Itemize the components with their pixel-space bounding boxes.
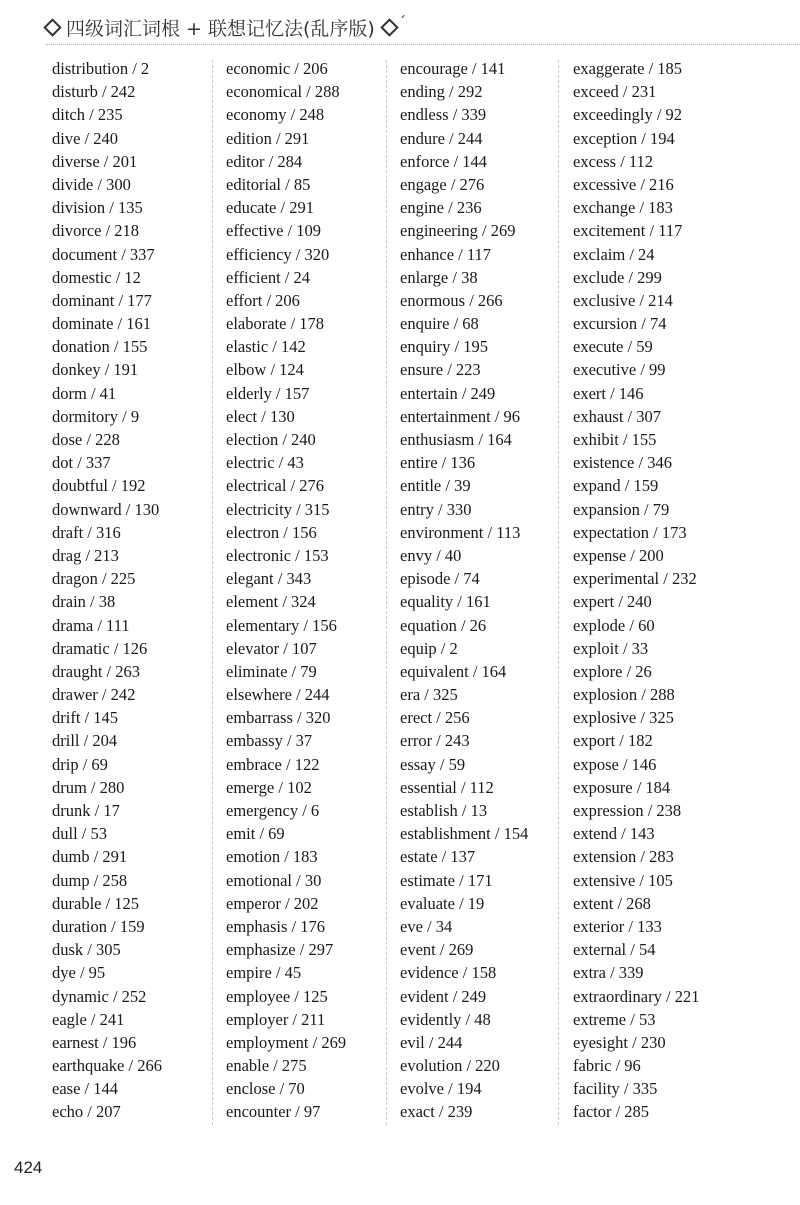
word-entry: evidence / 158: [400, 963, 497, 983]
word-entry: exert / 146: [573, 383, 644, 403]
word-column-1: [52, 57, 162, 1124]
word-entry: exceedingly / 92: [573, 105, 683, 125]
word-entry: expectation / 173: [573, 522, 687, 542]
word-column-3: [400, 57, 528, 1124]
word-entry: encourage / 141: [400, 59, 506, 78]
word-entry: evil / 244: [400, 1032, 463, 1052]
word-entry: eve / 34: [400, 916, 453, 936]
word-entry: extraordinary / 221: [573, 986, 700, 1006]
word-entry: elderly / 157: [226, 383, 310, 403]
word-entry: divide / 300: [52, 174, 131, 194]
word-entry: document / 337: [52, 244, 155, 264]
word-entry: drain / 38: [52, 592, 116, 612]
word-entry: embassy / 37: [226, 731, 313, 751]
word-entry: drag / 213: [52, 545, 119, 565]
word-column-4: [573, 57, 699, 1124]
header-tick: ´: [398, 15, 406, 31]
word-entry: drift / 145: [52, 708, 118, 728]
word-entry: evolve / 194: [400, 1079, 482, 1099]
word-entry: drill / 204: [52, 731, 118, 751]
word-entry: enthusiasm / 164: [400, 430, 512, 449]
word-entry: elsewhere / 244: [226, 685, 330, 705]
word-entry: enormous / 266: [400, 290, 503, 310]
word-entry: erect / 256: [400, 708, 470, 728]
word-entry: exceed / 231: [573, 82, 657, 102]
word-entry: dumb / 291: [52, 847, 128, 867]
word-entry: entertainment / 96: [400, 406, 521, 426]
word-entry: expert / 240: [573, 592, 652, 612]
word-entry: extra / 339: [573, 963, 644, 983]
word-entry: endure / 244: [400, 128, 483, 148]
word-entry: event / 269: [400, 940, 474, 960]
word-entry: entry / 330: [400, 499, 472, 519]
word-entry: drip / 69: [52, 754, 108, 774]
word-entry: environment / 113: [400, 522, 521, 542]
word-entry: element / 324: [226, 592, 316, 612]
word-entry: editor / 284: [226, 151, 303, 171]
column-divider: [386, 60, 387, 1125]
word-entry: disturb / 242: [52, 82, 136, 102]
word-entry: expand / 159: [573, 476, 659, 496]
word-entry: elegant / 343: [226, 569, 312, 589]
word-entry: dominate / 161: [52, 314, 151, 334]
word-entry: eagle / 241: [52, 1009, 125, 1029]
word-entry: dramatic / 126: [52, 638, 148, 658]
word-entry: evident / 249: [400, 986, 487, 1006]
word-entry: execute / 59: [573, 337, 653, 357]
word-entry: economy / 248: [226, 105, 325, 125]
word-entry: excursion / 74: [573, 314, 667, 334]
word-entry: electric / 43: [226, 453, 304, 473]
word-entry: employment / 269: [226, 1032, 347, 1052]
word-entry: evaluate / 19: [400, 893, 485, 913]
word-entry: diverse / 201: [52, 151, 138, 171]
word-entry: equation / 26: [400, 615, 487, 635]
word-entry: explode / 60: [573, 615, 655, 635]
word-entry: extent / 268: [573, 893, 651, 913]
word-entry: explosion / 288: [573, 685, 675, 705]
word-entry: dragon / 225: [52, 569, 136, 589]
diamond-icon: [383, 21, 395, 33]
word-entry: doubtful / 192: [52, 476, 146, 496]
word-entry: excessive / 216: [573, 174, 674, 194]
column-divider: [558, 60, 559, 1125]
word-entry: employer / 211: [226, 1009, 326, 1029]
word-entry: dye / 95: [52, 963, 106, 983]
word-entry: exhaust / 307: [573, 406, 661, 426]
word-entry: entertain / 249: [400, 383, 496, 403]
word-column-2: [226, 57, 346, 1124]
word-entry: external / 54: [573, 940, 656, 960]
word-entry: essay / 59: [400, 754, 466, 774]
word-entry: educate / 291: [226, 198, 314, 218]
word-entry: dormitory / 9: [52, 406, 140, 426]
word-entry: emotional / 30: [226, 870, 322, 890]
word-entry: evolution / 220: [400, 1056, 500, 1076]
word-entry: embrace / 122: [226, 754, 320, 774]
word-entry: export / 182: [573, 731, 653, 751]
word-entry: dull / 53: [52, 824, 108, 844]
word-entry: establish / 13: [400, 801, 488, 820]
word-entry: extreme / 53: [573, 1009, 656, 1029]
word-entry: entitle / 39: [400, 476, 471, 496]
column-divider: [212, 60, 213, 1125]
word-entry: error / 243: [400, 731, 470, 751]
word-entry: drawer / 242: [52, 685, 136, 705]
word-entry: estate / 137: [400, 847, 476, 867]
word-entry: encounter / 97: [226, 1102, 321, 1122]
word-entry: elect / 130: [226, 406, 295, 426]
word-entry: divorce / 218: [52, 221, 140, 241]
word-entry: exterior / 133: [573, 916, 662, 936]
word-entry: empire / 45: [226, 963, 302, 983]
word-entry: ensure / 223: [400, 360, 481, 380]
word-entry: dive / 240: [52, 128, 118, 148]
word-entry: expense / 200: [573, 545, 664, 565]
word-entry: ditch / 235: [52, 105, 123, 125]
word-entry: exact / 239: [400, 1102, 473, 1122]
word-entry: experimental / 232: [573, 569, 697, 589]
word-entry: efficient / 24: [226, 267, 310, 287]
word-entry: electrical / 276: [226, 476, 325, 496]
page-number: 424: [14, 1158, 43, 1177]
word-entry: enclose / 70: [226, 1079, 305, 1099]
word-entry: exposure / 184: [573, 777, 671, 797]
word-entry: executive / 99: [573, 360, 666, 380]
word-entry: emit / 69: [226, 824, 285, 844]
word-entry: engineering / 269: [400, 221, 516, 241]
word-entry: expression / 238: [573, 801, 682, 820]
word-entry: exploit / 33: [573, 638, 649, 658]
word-entry: expansion / 79: [573, 499, 670, 519]
word-entry: equality / 161: [400, 592, 491, 612]
word-entry: estimate / 171: [400, 870, 493, 890]
word-entry: drama / 111: [52, 615, 130, 635]
word-entry: endless / 339: [400, 105, 487, 125]
word-entry: expose / 146: [573, 754, 657, 774]
word-entry: equip / 2: [400, 638, 458, 658]
header-title: 四级词汇词根 + 联想记忆法(乱序版): [66, 17, 375, 40]
word-entry: distribution / 2: [52, 59, 150, 78]
word-entry: electricity / 315: [226, 499, 330, 519]
word-entry: employee / 125: [226, 986, 328, 1006]
word-entry: efficiency / 320: [226, 244, 330, 264]
word-entry: envy / 40: [400, 545, 462, 565]
word-entry: emphasize / 297: [226, 940, 334, 960]
word-entry: existence / 346: [573, 453, 672, 473]
word-entry: editorial / 85: [226, 174, 311, 194]
word-entry: donkey / 191: [52, 360, 139, 380]
word-entry: effective / 109: [226, 221, 321, 241]
word-entry: domestic / 12: [52, 267, 141, 287]
word-entry: explore / 26: [573, 661, 652, 681]
word-entry: facility / 335: [573, 1079, 658, 1099]
word-entry: ease / 144: [52, 1079, 118, 1099]
word-entry: emergency / 6: [226, 801, 320, 820]
word-entry: emperor / 202: [226, 893, 319, 913]
word-entry: earthquake / 266: [52, 1056, 162, 1076]
word-entry: exclude / 299: [573, 267, 662, 287]
word-entry: downward / 130: [52, 499, 160, 519]
word-entry: donation / 155: [52, 337, 148, 357]
word-entry: excitement / 117: [573, 221, 683, 241]
word-entry: eyesight / 230: [573, 1032, 666, 1052]
word-entry: exaggerate / 185: [573, 59, 683, 78]
word-entry: embarrass / 320: [226, 708, 331, 728]
word-entry: factor / 285: [573, 1102, 650, 1122]
word-entry: dynamic / 252: [52, 986, 147, 1006]
word-entry: elementary / 156: [226, 615, 337, 635]
word-entry: fabric / 96: [573, 1056, 641, 1076]
word-entry: durable / 125: [52, 893, 140, 913]
word-entry: elevator / 107: [226, 638, 317, 658]
word-entry: enquiry / 195: [400, 337, 488, 357]
word-entry: elastic / 142: [226, 337, 306, 357]
word-entry: draught / 263: [52, 661, 140, 681]
word-entry: earnest / 196: [52, 1032, 137, 1052]
word-entry: ending / 292: [400, 82, 483, 102]
word-entry: echo / 207: [52, 1102, 121, 1122]
word-entry: enquire / 68: [400, 314, 479, 334]
word-entry: explosive / 325: [573, 708, 674, 728]
word-entry: division / 135: [52, 198, 143, 218]
word-entry: engage / 276: [400, 174, 485, 194]
diamond-icon: [46, 21, 58, 33]
word-entry: emphasis / 176: [226, 916, 325, 936]
word-entry: engine / 236: [400, 198, 482, 218]
word-entry: effort / 206: [226, 290, 300, 310]
word-entry: exception / 194: [573, 128, 675, 148]
word-entry: dominant / 177: [52, 290, 152, 310]
word-entry: exchange / 183: [573, 198, 673, 218]
word-entry: extensive / 105: [573, 870, 673, 890]
word-entry: draft / 316: [52, 522, 121, 542]
word-entry: exhibit / 155: [573, 430, 657, 449]
word-entry: emerge / 102: [226, 777, 312, 797]
word-entry: dusk / 305: [52, 940, 121, 960]
word-entry: election / 240: [226, 430, 316, 449]
word-entry: dump / 258: [52, 870, 128, 890]
word-entry: electron / 156: [226, 522, 317, 542]
word-entry: extension / 283: [573, 847, 674, 867]
word-entry: eliminate / 79: [226, 661, 317, 681]
word-entry: establishment / 154: [400, 824, 529, 844]
word-entry: equivalent / 164: [400, 661, 507, 681]
word-entry: exclaim / 24: [573, 244, 655, 264]
word-entry: era / 325: [400, 685, 458, 705]
running-header: [46, 12, 406, 42]
word-entry: enhance / 117: [400, 244, 492, 264]
word-entry: enable / 275: [226, 1056, 307, 1076]
word-entry: elaborate / 178: [226, 314, 325, 334]
word-entry: excess / 112: [573, 151, 654, 171]
word-entry: exclusive / 214: [573, 290, 673, 310]
word-entry: enforce / 144: [400, 151, 488, 171]
word-entry: entire / 136: [400, 453, 476, 473]
header-rule: [46, 44, 800, 45]
word-entry: essential / 112: [400, 777, 494, 797]
word-entry: duration / 159: [52, 916, 145, 936]
word-entry: dorm / 41: [52, 383, 117, 403]
word-entry: economical / 288: [226, 82, 340, 102]
word-entry: enlarge / 38: [400, 267, 478, 287]
word-entry: evidently / 48: [400, 1009, 491, 1029]
word-entry: drum / 280: [52, 777, 125, 797]
word-entry: drunk / 17: [52, 801, 120, 820]
word-entry: elbow / 124: [226, 360, 304, 380]
word-entry: extend / 143: [573, 824, 655, 844]
word-entry: electronic / 153: [226, 545, 329, 565]
word-entry: dot / 337: [52, 453, 111, 473]
word-entry: episode / 74: [400, 569, 480, 589]
word-entry: dose / 228: [52, 430, 120, 449]
word-entry: economic / 206: [226, 59, 328, 78]
word-entry: emotion / 183: [226, 847, 318, 867]
word-entry: edition / 291: [226, 128, 310, 148]
